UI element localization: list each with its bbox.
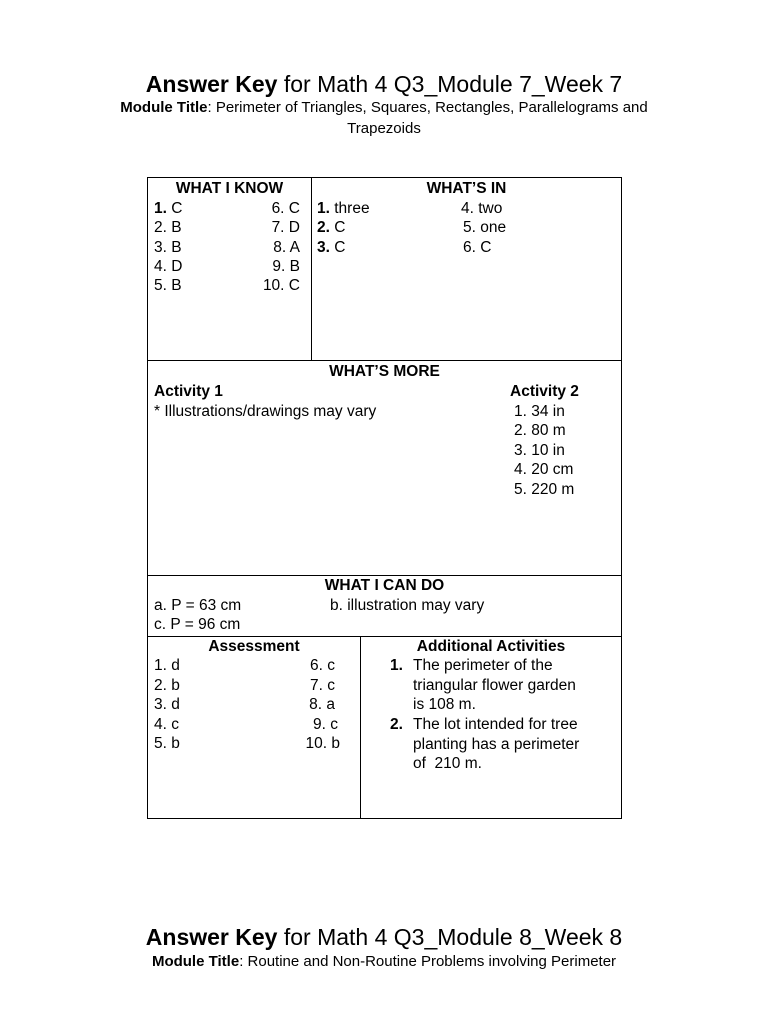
module8-subtitle-bold: Module Title — [151, 953, 240, 970]
wik-item-1-ans: C — [166, 200, 183, 217]
wik-item-4-num: 4. — [154, 258, 167, 275]
asmt-item-7: 7. c — [310, 677, 335, 694]
module8-subtitle-line1: : Routine and Non-Routine Problems involving Perimeter — [239, 953, 617, 970]
assessment-header: Assessment — [208, 638, 300, 655]
additional-item-1-line-2: triangular flower garden — [413, 677, 576, 694]
additional-item-2-line-3: of 210 m. — [413, 755, 482, 772]
activity1-title: Activity 1 — [154, 383, 223, 400]
module7-title-bold: Answer Key — [145, 71, 278, 97]
module8-title-rest: for Math 4 Q3_Module 8_Week 8 — [277, 924, 623, 950]
what-i-can-do-header: WHAT I CAN DO — [324, 577, 445, 594]
whats-more-header: WHAT’S MORE — [329, 363, 440, 380]
asmt-item-2: 2. b — [154, 677, 180, 694]
wik-item-3-ans: B — [166, 239, 182, 256]
wik-item-10: 10. C — [262, 277, 300, 294]
can-do-a: a. P = 63 cm — [154, 597, 242, 614]
wi-item-1-num: 1. — [317, 200, 330, 217]
can-do-b: b. illustration may vary — [330, 597, 485, 614]
wik-item-3-num: 3. — [154, 239, 167, 256]
wi-item-4: 4. two — [461, 200, 503, 217]
what-i-can-do-box — [147, 575, 622, 637]
module8-title-bold: Answer Key — [145, 924, 278, 950]
assessment-box — [147, 636, 361, 819]
activity2-title: Activity 2 — [510, 383, 579, 400]
whats-in-header: WHAT’S IN — [426, 180, 507, 197]
module7-title — [0, 70, 768, 98]
additional-item-1-line-3: is 108 m. — [413, 696, 476, 713]
wik-item-3 — [154, 238, 182, 257]
wik-item-7: 7. D — [271, 219, 300, 236]
can-do-c: c. P = 96 cm — [154, 616, 241, 633]
wik-item-5-ans: B — [166, 277, 182, 294]
activity2-item-5: 5. 220 m — [514, 481, 575, 498]
wi-item-5: 5. one — [463, 219, 507, 236]
additional-item-1-line-1: The perimeter of the — [413, 657, 553, 674]
module7-title-rest: for Math 4 Q3_Module 7_Week 7 — [277, 71, 623, 97]
whats-more-box — [147, 360, 622, 576]
wik-item-2 — [154, 218, 182, 237]
wi-item-1-ans: three — [329, 200, 370, 217]
additional-activities-box — [360, 636, 622, 819]
additional-activities-header: Additional Activities — [416, 638, 566, 655]
wik-item-4 — [154, 257, 182, 276]
activity1-note: * Illustrations/drawings may vary — [154, 403, 377, 420]
wi-item-3-ans: C — [329, 239, 346, 256]
additional-item-2-line-1: The lot intended for tree — [413, 716, 578, 733]
wik-item-1-num: 1. — [154, 200, 167, 217]
asmt-item-1: 1. d — [154, 657, 180, 674]
wi-item-3 — [317, 238, 345, 257]
wik-item-1 — [154, 199, 182, 218]
activity2-item-4: 4. 20 cm — [514, 461, 574, 478]
what-i-know-header: WHAT I KNOW — [175, 180, 284, 197]
wik-item-5-num: 5. — [154, 277, 167, 294]
wik-item-4-ans: D — [166, 258, 183, 275]
activity2-item-2: 2. 80 m — [514, 422, 566, 439]
wik-item-6: 6. C — [271, 200, 300, 217]
wik-item-2-ans: B — [166, 219, 182, 236]
wi-item-2 — [317, 218, 345, 237]
activity2-item-1: 1. 34 in — [514, 403, 565, 420]
wi-item-3-num: 3. — [317, 239, 330, 256]
asmt-item-8: 8. a — [309, 696, 335, 713]
module7-subtitle-line2: Trapezoids — [347, 120, 421, 137]
module7-subtitle — [0, 97, 768, 118]
asmt-item-6: 6. c — [310, 657, 335, 674]
asmt-item-3: 3. d — [154, 696, 180, 713]
additional-item-2-num: 2. — [390, 716, 403, 733]
wik-item-8: 8. A — [273, 239, 300, 256]
what-i-know-box — [147, 177, 312, 361]
module8-title — [0, 923, 768, 951]
additional-item-1-num: 1. — [390, 657, 403, 674]
module7-subtitle-bold: Module Title — [120, 99, 208, 116]
module8-subtitle — [0, 951, 768, 972]
module7-subtitle-line1: : Perimeter of Triangles, Squares, Rectangles, Parallelograms and — [207, 99, 648, 116]
whats-in-box — [311, 177, 622, 361]
wik-item-2-num: 2. — [154, 219, 167, 236]
asmt-item-5: 5. b — [154, 735, 180, 752]
asmt-item-10: 10. b — [305, 735, 340, 752]
wik-item-9: 9. B — [272, 258, 300, 275]
wi-item-2-ans: C — [329, 219, 346, 236]
wi-item-1 — [317, 199, 370, 218]
additional-item-2-line-2: planting has a perimeter — [413, 736, 580, 753]
wik-item-5 — [154, 276, 182, 295]
asmt-item-9: 9. c — [313, 716, 338, 733]
activity2-item-3: 3. 10 in — [514, 442, 565, 459]
wi-item-2-num: 2. — [317, 219, 330, 236]
wi-item-6: 6. C — [463, 239, 492, 256]
asmt-item-4: 4. c — [154, 716, 179, 733]
